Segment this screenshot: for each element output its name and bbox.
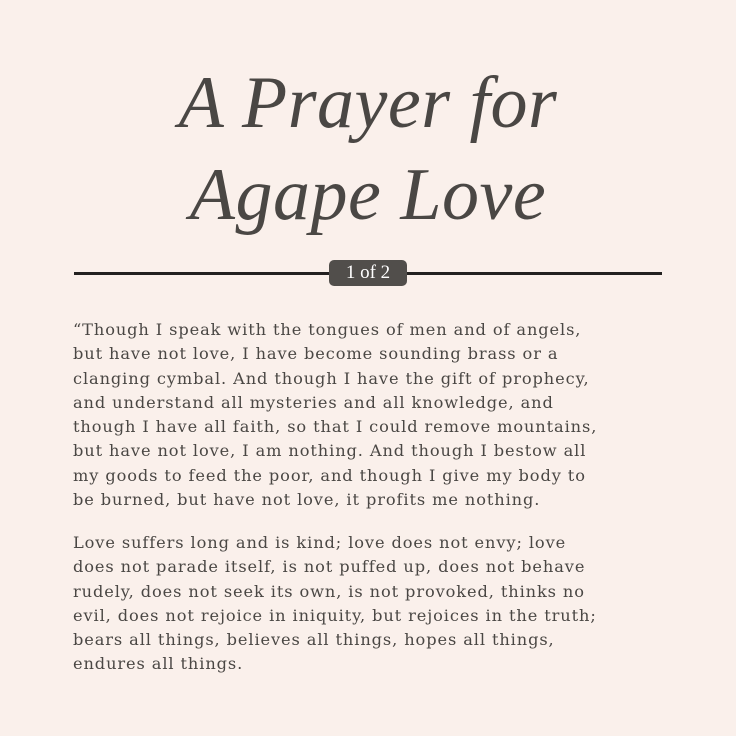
title-divider xyxy=(74,260,662,286)
text-line: Love suffers long and is kind; love does not envy; love xyxy=(73,533,567,552)
text-line: be burned, but have not love, it profits me nothing. xyxy=(73,490,541,510)
scripture-paragraph-2 xyxy=(73,531,673,677)
page-indicator-badge: 1 of 2 xyxy=(329,260,407,286)
page-title-line-1: A Prayer for xyxy=(178,62,558,144)
text-line: clanging cymbal. And though I have the gift of prophecy, xyxy=(73,368,590,388)
scripture-paragraph-1 xyxy=(73,318,673,512)
text-line: “Though I speak with the tongues of men and of angels, xyxy=(73,320,582,339)
text-line: and understand all mysteries and all knowledge, and xyxy=(73,392,554,412)
text-line: though I have all faith, so that I could remove mountains, xyxy=(73,417,598,437)
text-line: does not parade itself, is not puffed up, does not behave xyxy=(73,557,586,577)
text-line: rudely, does not seek its own, is not provoked, thinks no xyxy=(73,581,585,601)
text-line: bears all things, believes all things, hopes all things, xyxy=(73,630,555,650)
text-line: endures all things. xyxy=(73,654,244,674)
text-line: but have not love, I am nothing. And though I bestow all xyxy=(73,441,587,461)
text-line: my goods to feed the poor, and though I give my body to xyxy=(73,465,586,485)
text-line: evil, does not rejoice in iniquity, but rejoices in the truth; xyxy=(73,605,597,625)
text-line: but have not love, I have become sounding brass or a xyxy=(73,344,559,364)
page-title-line-2: Agape Love xyxy=(189,154,547,236)
